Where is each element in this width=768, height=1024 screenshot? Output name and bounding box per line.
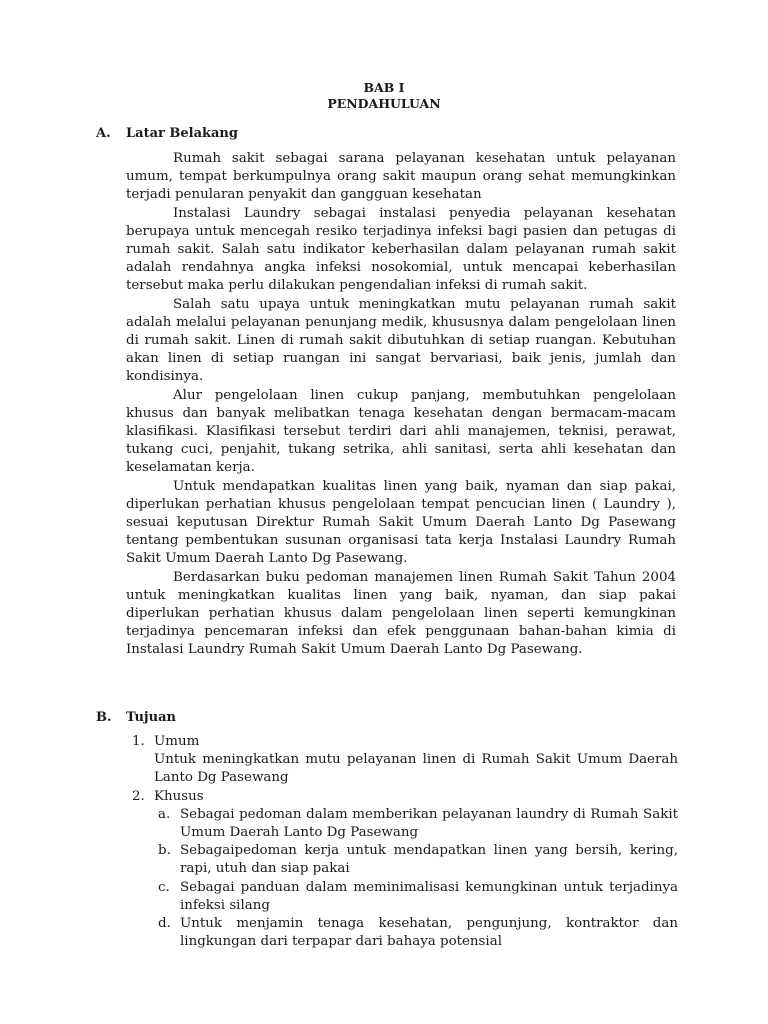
sub-list-item bbox=[154, 842, 678, 878]
sub-list-item bbox=[154, 915, 678, 951]
section-a-title: Latar Belakang bbox=[126, 126, 238, 141]
paragraph: Salah satu upaya untuk meningkatkan mutu pelayanan rumah sakit adalah melalui pelayanan penunjang medik, khususnya dalam pengelolaan linen di rumah sakit. Linen di rumah sakit dibutuhkan di setiap ruangan. Kebutuhan akan linen di setiap ruangan ini sangat bervariasi, baik jenis, jumlah dan kondisinya. bbox=[126, 296, 676, 385]
section-b-title: Tujuan bbox=[126, 710, 176, 725]
paragraph: Berdasarkan buku pedoman manajemen linen Rumah Sakit Tahun 2004 untuk meningkatkan kualitas linen yang baik, nyaman, dan siap pakai diperlukan perhatian khusus dalam pengelolaan linen seperti kemungkinan terjadinya pencemaran infeksi dan efek penggunaan bahan-bahan kimia di Instalasi Laundry Rumah Sakit Umum Daerah Lanto Dg Pasewang. bbox=[126, 569, 676, 658]
objectives-list bbox=[126, 733, 678, 951]
sub-list-marker: d. bbox=[158, 916, 171, 932]
list-item-text: Untuk meningkatkan mutu pelayanan linen di Rumah Sakit Umum Daerah Lanto Dg Pasewang bbox=[154, 752, 678, 786]
paragraph: Untuk mendapatkan kualitas linen yang baik, nyaman dan siap pakai, diperlukan perhatian khusus pengelolaan tempat pencucian linen ( Laundry ), sesuai keputusan Direktur Rumah Sakit Umum Daerah Lanto Dg Pasewang tentang pembentukan susunan organisasi tata kerja Instalasi Laundry Rumah Sakit Umum Daerah Lanto Dg Pasewang. bbox=[126, 478, 676, 567]
chapter-label: BAB I bbox=[363, 80, 405, 95]
sub-list-marker: c. bbox=[158, 879, 170, 895]
list-marker: 1. bbox=[132, 734, 145, 749]
sub-list-text: Sebagai panduan dalam meminimalisasi kemungkinan untuk terjadinya infeksi silang bbox=[180, 879, 678, 913]
list-item bbox=[126, 788, 678, 952]
sub-list-text: Sebagai pedoman dalam memberikan pelayanan laundry di Rumah Sakit Umum Daerah Lanto Dg Pasewang bbox=[180, 806, 678, 841]
sub-list-marker: b. bbox=[158, 843, 171, 859]
list-item-label: Umum bbox=[154, 734, 200, 749]
chapter-title: PENDAHULUAN bbox=[327, 96, 441, 111]
sub-list-item bbox=[154, 806, 678, 842]
paragraph: Instalasi Laundry sebagai instalasi penyedia pelayanan kesehatan berupaya untuk mencegah resiko terjadinya infeksi bagi pasien dan petugas di rumah sakit. Salah satu indikator keberhasilan dalam pelayanan rumah sakit adalah rendahnya angka infeksi nosokomial, untuk mencapai keberhasilan tersebut maka perlu dilakukan pengendalian infeksi di rumah sakit. bbox=[126, 205, 676, 294]
paragraph: Alur pengelolaan linen cukup panjang, membutuhkan pengelolaan khusus dan banyak melibatkan tenaga kesehatan dengan bermacam-macam klasifikasi. Klasifikasi tersebut terdiri dari ahli manajemen, teknisi, perawat, tukang cuci, penjahit, tukang setrika, ahli sanitasi, serta ahli kesehatan dan keselamatan kerja. bbox=[126, 387, 676, 476]
section-a-number: A. bbox=[96, 126, 111, 141]
sub-list-text: Untuk menjamin tenaga kesehatan, pengunjung, kontraktor dan lingkungan dari terpapar dari bahaya potensial bbox=[180, 916, 678, 950]
list-marker: 2. bbox=[132, 788, 145, 804]
section-a-body bbox=[126, 150, 676, 660]
paragraph: Rumah sakit sebagai sarana pelayanan kesehatan untuk pelayanan umum, tempat berkumpulnya orang sakit maupun orang sehat memungkinkan terjadi penularan penyakit dan gangguan kesehatan bbox=[126, 151, 676, 203]
sub-list-text: Sebagaipedoman kerja untuk mendapatkan linen yang bersih, kering, rapi, utuh dan siap pakai bbox=[180, 843, 678, 877]
list-item bbox=[126, 733, 678, 788]
list-item-label: Khusus bbox=[154, 788, 204, 804]
section-b-number: B. bbox=[96, 710, 112, 725]
sub-list-item bbox=[154, 879, 678, 915]
sub-list-marker: a. bbox=[158, 806, 171, 822]
